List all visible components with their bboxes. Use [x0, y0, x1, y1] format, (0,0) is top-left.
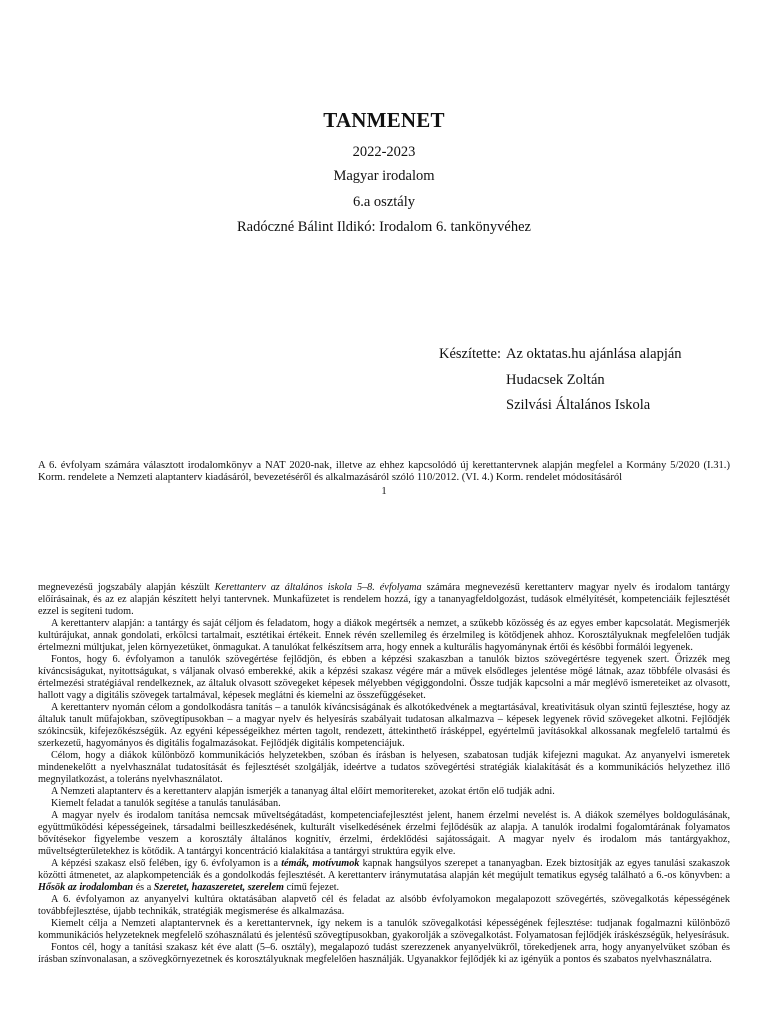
- author-name: Hudacsek Zoltán: [506, 372, 605, 388]
- text-span: kapnak hangsúlyos szerepet a tananyagban. Ezek biztosítják az egyes tanulási szakaszok közötti átmenetet, az alapkompetenciák és a gondolkodás fejlesztését. A kerettanterv iránymutatása alapján két megújult tematikus egység található a 6.-os könyvben: a: [38, 858, 730, 881]
- school-year: 2022-2023: [352, 144, 416, 160]
- paragraph: A Nemzeti alaptanterv és a kerettanterv alapján ismerjék a tananyag által előírt memoritereket, azokat értőn elő tudják adni.: [51, 786, 555, 797]
- class-name: 6.a osztály: [352, 194, 415, 210]
- text-span: számára megnevezésű kerettanterv magyar nyelv és irodalom tantárgy előírásainak, és az ez alapján készített helyi tantervnek. Munkafüzetet is rendelem hozzá, így a tananyagfeldolgozást, tudások elmélyítését, kompetenciáik fejlesztését ezzel is segíteni tudom.: [38, 582, 730, 617]
- paragraph: [38, 582, 730, 618]
- chapter-title: Hősök az irodalomban: [38, 882, 134, 893]
- paragraph: Kiemelt feladat a tanulók segítése a tanulás tanulásában.: [51, 798, 281, 809]
- paragraph: Kiemelt célja a Nemzeti alaptantervnek és a kerettantervnek, így nekem is a tanulók szövegalkotási képességének fejlesztése: tudjanak fogalmazni különböző kommunikációs helyzeteknek megfelelő szóhasználatú és jelentésű szövegtípusokban, gyakorolják a szövegalkotást. Folyamatosan fejlődjék íráskészségük, helyesírásuk.: [38, 918, 730, 941]
- author-label: Készítette:: [439, 346, 502, 362]
- text-span: megnevezésű jogszabály alapján készült: [38, 582, 215, 593]
- body-text: [38, 582, 730, 966]
- paragraph: Fontos cél, hogy a tanítási szakasz két éve alatt (5–6. osztály), megalapozó tudást szerezzenek anyanyelvükről, törekedjenek arra, hogy anyanyelvüket szóban és írásban színvonalasan, a szövegkörnyezetnek és korosztályuknak megfelelően használják. Ugyanakkor fejlődjék ki az igényük a pontos és szabatos nyelvhasználatra.: [38, 942, 730, 965]
- chapter-title: Szeretet, hazaszeretet, szerelem: [153, 882, 284, 893]
- paragraph: Célom, hogy a diákok különböző kommunikációs helyzetekben, szóban és írásban is helyesen, szabatosan tudják kifejezni magukat. Az anyanyelvi ismeretek mindenekelőtt a nyelvhasználat tudatosítását és fejlesztését szolgálják, ideértve a tudatos szövegértési stratégiák kialakítását és a kommunikációs helyzethez illő megnyilatkozást, a toleráns nyelvhasználatot.: [38, 750, 730, 785]
- paragraph: A 6. évfolyamon az anyanyelvi kultúra oktatásában alapvető cél és feladat az alsóbb évfolyamokon megalapozott szövegértés, szövegalkotás képességének továbbfejlesztése, újabb technikák, stratégiák megismerése és alkalmazása.: [38, 894, 730, 917]
- paragraph: A kerettanterv alapján: a tantárgy és saját céljom és feladatom, hogy a diákok megértsék a nemzet, a szűkebb közösség és az egyes ember kapcsolatát. Megismerjék kultúrájukat, annak gondolati, erkölcsi tartalmait, esztétikai értékeit. Ennek révén szellemileg és érzelmileg is kötődjenek ahhoz. Korosztályuknak megfelelően tudják értelmezni múltjukat, jelen környezetüket, önmagukat. A tanulókat felkészítsem arra, hogy ennek a kulturális hagyománynak értői és későbbi formálói legyenek.: [38, 618, 730, 653]
- author-basis: Az oktatas.hu ajánlása alapján: [506, 346, 682, 362]
- page-number: 1: [381, 486, 387, 497]
- paragraph: [38, 858, 730, 894]
- text-span: című fejezet.: [283, 882, 340, 893]
- document-title: TANMENET: [323, 108, 445, 132]
- paragraph: Fontos, hogy 6. évfolyamon a tanulók szövegértése fejlődjön, és ebben a képzési szakaszban a tanulók biztos szövegértésre tegyenek szert. Őrizzék meg kíváncsiságukat, nyitottságukat, s váljanak olvasó emberekké, akik a képzési szakasz végére már a művek elsődleges jelentése mögé látnak, azaz többféle olvasási és értelmezési stratégiával rendelkeznek, az általuk olvasott szövegeket képesek mélyebben végiggondolni. Össze tudják kapcsolni a már meglévő ismereteiket az olvasott, hallott vagy a digitális szövegek tartalmával, képesek meglátni és kiemelni az összefüggéseket.: [38, 654, 730, 701]
- paragraph: A magyar nyelv és irodalom tanítása nemcsak műveltségátadást, kompetenciafejlesztést jelent, hanem érzelmi nevelést is. A diákok személyes boldogulásának, együttműködési képességeinek, társadalmi beilleszkedésének, kulturált viselkedésének érzelmi fejlődésük az alapja. A tanulók irodalmi fogalomtárának folyamatos bővítésekor figyelembe veszem a korosztály általános kognitív, érzelmi, érdeklődési sajátosságait. A magyar nyelv és irodalom más tantárgyakhoz, műveltségterületekhez is kötődik. A tantárgyi koncentráció kialakítása a tantárgyi struktúra egyik elve.: [38, 810, 730, 857]
- textbook-reference: Radóczné Bálint Ildikó: Irodalom 6. tankönyvéhez: [237, 219, 531, 235]
- intro-paragraph: A 6. évfolyam számára választott irodalomkönyv a NAT 2020-nak, illetve az ehhez kapcsolódó új kerettantervnek alapján megfelel a Kormány 5/2020 (I.31.) Korm. rendelete a Nemzeti alaptanterv kiadásáról, bevezetéséről és alkalmazásáról szóló 110/2012. (VI. 4.) Korm. rendelet módosításáról: [38, 460, 730, 484]
- subject-name: Magyar irodalom: [333, 168, 435, 184]
- paragraph: A kerettanterv nyomán célom a gondolkodásra tanítás – a tanulók kíváncsiságának és alkotókedvének a megtartásával, kreativitásuk olyan szintű fejlesztése, hogy az általuk tanult műfajokban, szövegtípusokban – a magyar nyelv és helyesírás szabályait tudatosan alkalmazva – képesek legyenek rövid szövegeket alkotni. Fejlődjék szókincsük, kifejezőkészségük. Az egyéni képességeikhez mérten tagolt, rendezett, áttekinthető írásképpel, egyértelmű javításokkal alkossanak megfelelő tartalmú és szerkezetű, hagyományos és digitális fogalmazásokat. Fejlődjék digitális kompetenciájuk.: [38, 702, 730, 749]
- text-span: és a: [133, 882, 154, 893]
- emphasis-themes: témák, motívumok: [281, 858, 360, 869]
- author-school: Szilvási Általános Iskola: [506, 397, 651, 413]
- text-span: A képzési szakasz első felében, így 6. évfolyamon is a: [51, 858, 282, 869]
- curriculum-title: Kerettanterv az általános iskola 5–8. évfolyama: [214, 582, 422, 593]
